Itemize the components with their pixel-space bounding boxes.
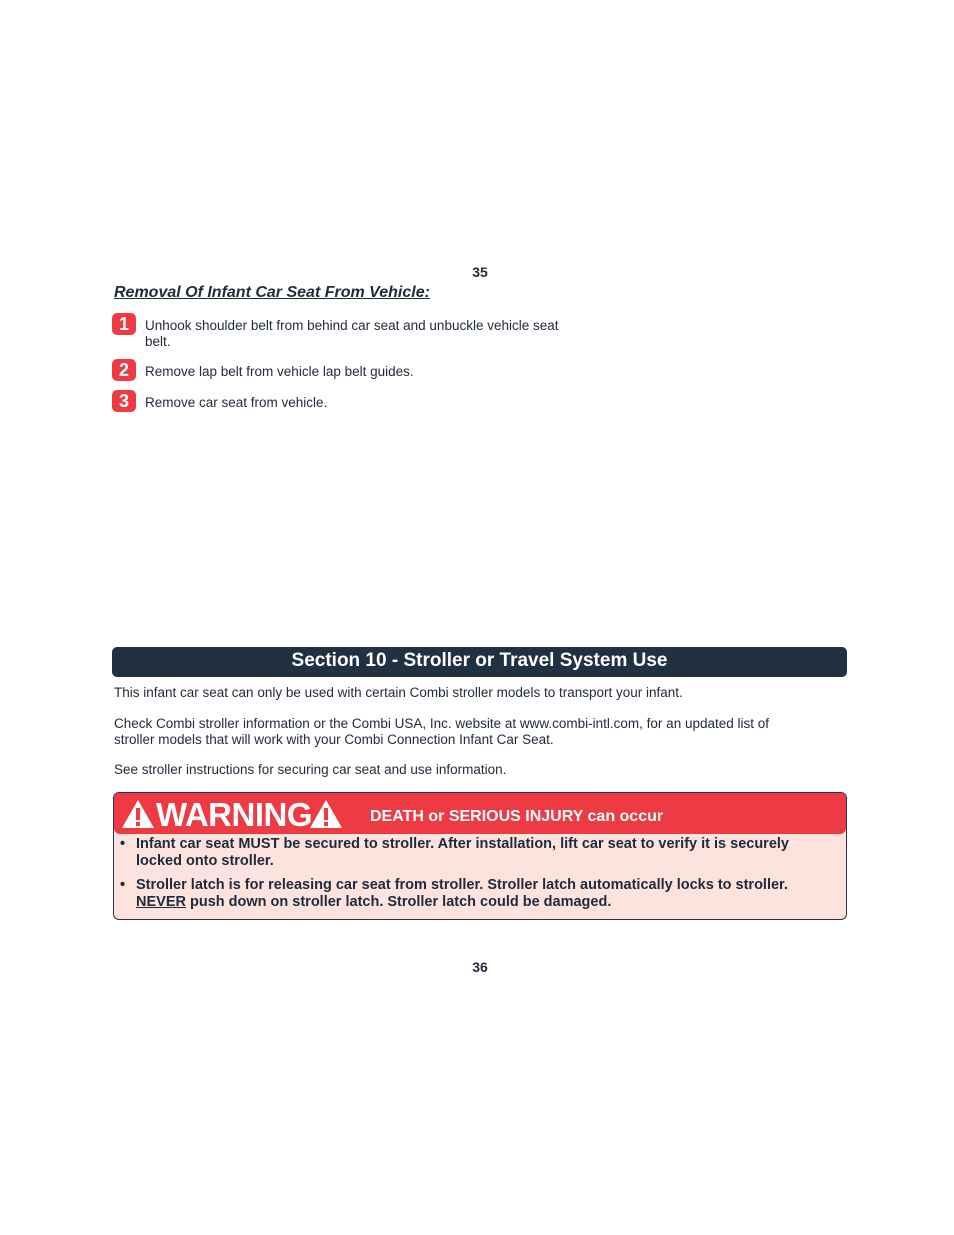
instructions-paragraph: See stroller instructions for securing car seat and use information. <box>114 762 507 777</box>
step-3 <box>112 390 562 414</box>
section-title-bar: Section 10 - Stroller or Travel System Use <box>112 647 847 677</box>
warning-word: WARNING <box>156 796 312 833</box>
step-1 <box>112 313 562 353</box>
removal-title: Removal Of Infant Car Seat From Vehicle: <box>114 284 430 301</box>
step-number-badge: 2 <box>112 359 136 381</box>
page-number-35: 35 <box>472 264 488 280</box>
step-number-badge: 3 <box>112 390 136 412</box>
page-number-36: 36 <box>472 959 488 975</box>
warning-item-text-pre: Stroller latch is for releasing car seat from stroller. Stroller latch automatically locks to stroller. <box>136 877 788 893</box>
step-number-badge: 1 <box>112 313 136 335</box>
warning-subtitle: DEATH or SERIOUS INJURY can occur <box>370 808 664 825</box>
warning-box <box>113 792 847 920</box>
stroller-info-paragraph: Check Combi stroller information or the Combi USA, Inc. website at www.combi-intl.com, for an updated list of stroller models that will work with your Combi Connection Infant Car Seat. <box>114 716 770 747</box>
warning-triangle-icon <box>121 799 155 829</box>
warning-header <box>114 793 846 834</box>
intro-paragraph: This infant car seat can only be used with certain Combi stroller models to transport your infant. <box>114 685 683 700</box>
warning-item-text <box>136 877 826 911</box>
step-text: Unhook shoulder belt from behind car seat and unbuckle vehicle seat belt. <box>145 318 559 349</box>
bullet: • <box>120 877 126 893</box>
warning-triangle-icon <box>309 799 343 829</box>
step-2 <box>112 359 562 383</box>
warning-item-text: Infant car seat MUST be secured to stroller. After installation, lift car seat to verify it is securely locked onto stroller. <box>136 836 789 869</box>
step-text: Remove lap belt from vehicle lap belt guides. <box>145 364 414 379</box>
bullet: • <box>120 836 126 852</box>
never-emphasis: NEVER <box>136 894 186 910</box>
warning-item-text-post: push down on stroller latch. Stroller latch could be damaged. <box>190 894 612 910</box>
step-text: Remove car seat from vehicle. <box>145 395 328 410</box>
